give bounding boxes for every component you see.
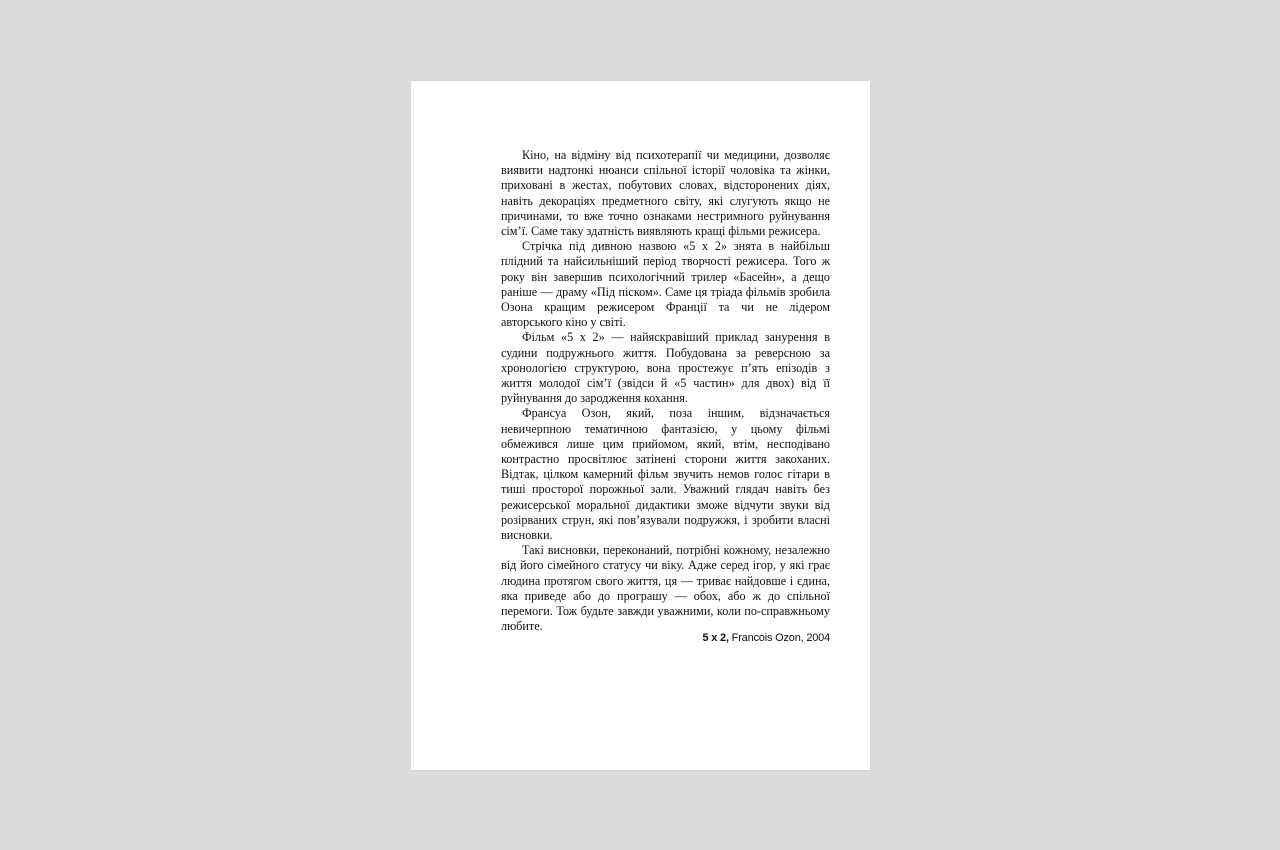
paragraph-2: Стрічка під дивною назвою «5 x 2» знята в найбільш плідний та найсильніший період творчості режисера. Того ж року він завершив психологічний трилер «Басейн», а дещо раніше — драму «Під піском». Саме ця тріада фільмів зробила Озона кращим режисером Франції та чи не лідером авторського кіно у світі.	[501, 239, 830, 330]
paragraph-3: Фільм «5 x 2» — найяскравіший приклад занурення в судини подружнього життя. Побудована за реверсною за хронологією структурою, вона простежує п’ять епізодів з життя молодої сім’ї (звідси й «5 частин» для двох) від її руйнування до зародження кохання.	[501, 330, 830, 406]
body-text	[501, 148, 830, 635]
film-caption	[703, 631, 831, 645]
paragraph-4: Франсуа Озон, який, поза іншим, відзначається невичерпною тематичною фантазією, у цьому фільмі обмежився лише цим прийомом, який, втім, несподівано контрастно просвітлює затінені сторони життя закоханих. Відтак, цілком камерний фільм звучить немов голос гітари в тиші просторої порожньої зали. Уважний глядач навіть без режисерської моральної дидактики зможе відчути звуки від розірваних струн, які пов’язували подружжя, і зробити власні висновки.	[501, 406, 830, 543]
film-title: 5 x 2,	[702, 632, 729, 644]
paragraph-1: Кіно, на відміну від психотерапії чи медицини, дозволяє виявити надтонкі нюанси спільної історії чоловіка та жінки, приховані в жестах, побутових словах, відсторонених діях, навіть декораціях предметного світу, які слугують якщо не причинами, то вже точно ознаками нестримного руйнування сім’ї. Саме таку здатність виявляють кращі фільми режисера.	[501, 148, 830, 239]
film-credit: Francois Ozon, 2004	[728, 632, 830, 644]
paragraph-5: Такі висновки, переконаний, потрібні кожному, незалежно від його сімейного статусу чи віку. Адже серед ігор, у які грає людина протягом свого життя, ця — триває найдовше і єдина, яка приведе або до програшу — обох, або ж до спільної перемоги. Тож будьте завжди уважними, коли по-справжньому любите.	[501, 543, 830, 634]
document-page	[411, 81, 870, 770]
